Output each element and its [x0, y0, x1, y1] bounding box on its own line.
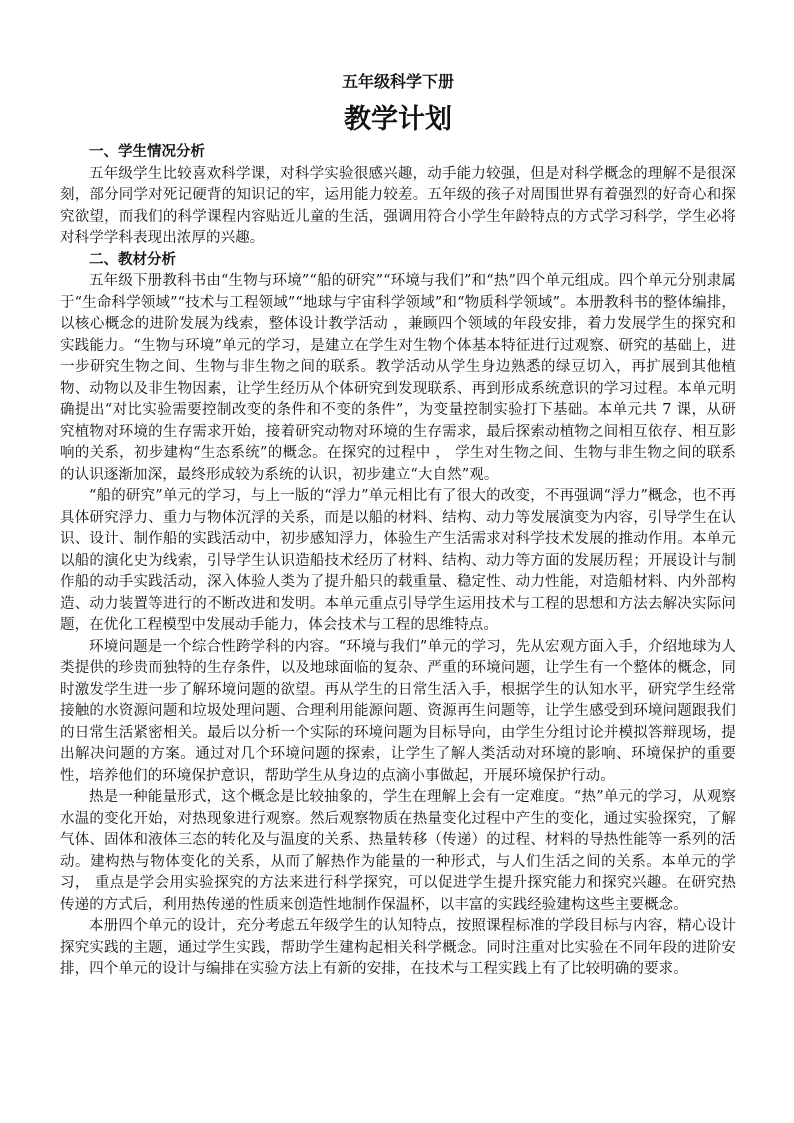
paragraph: 本册四个单元的设计，充分考虑五年级学生的认知特点，按照课程标准的学段目标与内容，精心设计探究实践的主题，通过学生实践，帮助学生建构起相关科学概念。同时注重对比实验在不同年段的进阶安排，四个单元的设计与编排在实验方法上有新的安排，在技术与工程实践上有了比较明确的要求。: [60, 918, 736, 977]
section-heading: 二、教材分析: [89, 251, 176, 268]
document-subtitle: 五年级科学下册: [341, 72, 454, 91]
paragraph: 五年级学生比较喜欢科学课，对科学实验很感兴趣，动手能力较强，但是对科学概念的理解不是很深刻，部分同学对死记硬背的知识记的牢，运用能力较差。五年级的孩子对周围世界有着强烈的好奇心和探究欲望，而我们的科学课程内容贴近儿童的生活，强调用符合小学生年龄特点的方式学习科学，学生必将对科学学科表现出浓厚的兴趣。: [60, 165, 736, 246]
section-student-analysis: [60, 142, 736, 250]
paragraph: 热是一种能量形式，这个概念是比较抽象的，学生在理解上会有一定难度。“热”单元的学习，从观察水温的变化开始，对热现象进行观察。然后观察物质在热量变化过程中产生的变化，通过实验探究，了解气体、固体和液体三态的转化及与温度的关系、热量转移（传递）的过程、材料的导热性能等一系列的活动。建构热与物体变化的关系，从而了解热作为能量的一种形式，与人们生活之间的关系。本单元的学习， 重点是学会用实验探究的方法来进行科学探究，可以促进学生提升探究能力和探究兴趣。在研究热传递的方式后，利用热传递的性质来创造性地制作保温杯，以丰富的实践经验建构这些主要概念。: [60, 789, 736, 913]
document-page: [60, 70, 736, 981]
paragraph: 五年级下册教科书由“生物与环境”“船的研究”“环境与我们”和“热”四个单元组成。四个单元分别隶属于“生命科学领域”“技术与工程领域”“地球与宇宙科学领域”和“物质科学领域”。本册教科书的整体编排，以核心概念的进阶发展为线索，整体设计教学活动 ，兼顾四个领域的年段安排，着力发展学生的探究和实践能力。“生物与环境”单元的学习，是建立在学生对生物个体基本特征进行过观察、研究的基础上，进一步研究生物之间、生物与非生物之间的联系。教学活动从学生身边熟悉的绿豆切入，再扩展到其他植物、动物以及非生物因素，让学生经历从个体研究到发现联系、再到形成系统意识的学习过程。本单元明确提出“对比实验需要控制改变的条件和不变的条件”，为变量控制实验打下基础。本单元共 7 课，从研究植物对环境的生存需求开始，接着研究动物对环境的生存需求，最后探索动植物之间相互依存、相互影响的关系，初步建构“生态系统”的概念。在探究的过程中 ， 学生对生物之间、生物与非生物之间的联系的认识逐渐加深，最终形成较为系统的认识，初步建立“大自然”观。: [60, 273, 736, 483]
document-title: 教学计划: [344, 104, 452, 135]
section-textbook-analysis: [60, 250, 736, 981]
section-heading: 一、学生情况分析: [89, 144, 205, 160]
paragraph: “船的研究”单元的学习，与上一版的“浮力”单元相比有了很大的改变，不再强调“浮力”概念，也不再具体研究浮力、重力与物体沉浮的关系，而是以船的材料、结构、动力等发展演变为内容，引导学生在认识、设计、制作船的实践活动中，初步感知浮力，体验生产生活需求对科学技术发展的推动作用。本单元以船的演化史为线索，引导学生认识造船技术经历了材料、结构、动力等方面的发展历程；开展设计与制作船的动手实践活动，深入体验人类为了提升船只的载重量、稳定性、动力性能，对造船材料、内外部构造、动力装置等进行的不断改进和发明。本单元重点引导学生运用技术与工程的思想和方法去解决实际问题，在优化工程模型中发展动手能力，体会技术与工程的思维特点。: [60, 488, 736, 633]
paragraph: 环境问题是一个综合性跨学科的内容。“环境与我们”单元的学习，先从宏观方面入手，介绍地球为人类提供的珍贵而独特的生存条件，以及地球面临的复杂、严重的环境问题，让学生有一个整体的概念，同时激发学生进一步了解环境问题的欲望。再从学生的日常生活入手，根据学生的认知水平，研究学生经常接触的水资源问题和垃圾处理问题、合理利用能源问题、资源再生问题等，让学生感受到环境问题跟我们的日常生活紧密相关。最后以分析一个实际的环境问题为目标导向，由学生分组讨论并模拟答辩现场，提出解决问题的方案。通过对几个环境问题的探索，让学生了解人类活动对环境的影响、环境保护的重要性，培养他们的环境保护意识，帮助学生从身边的点滴小事做起，开展环境保护行动。: [60, 638, 736, 784]
